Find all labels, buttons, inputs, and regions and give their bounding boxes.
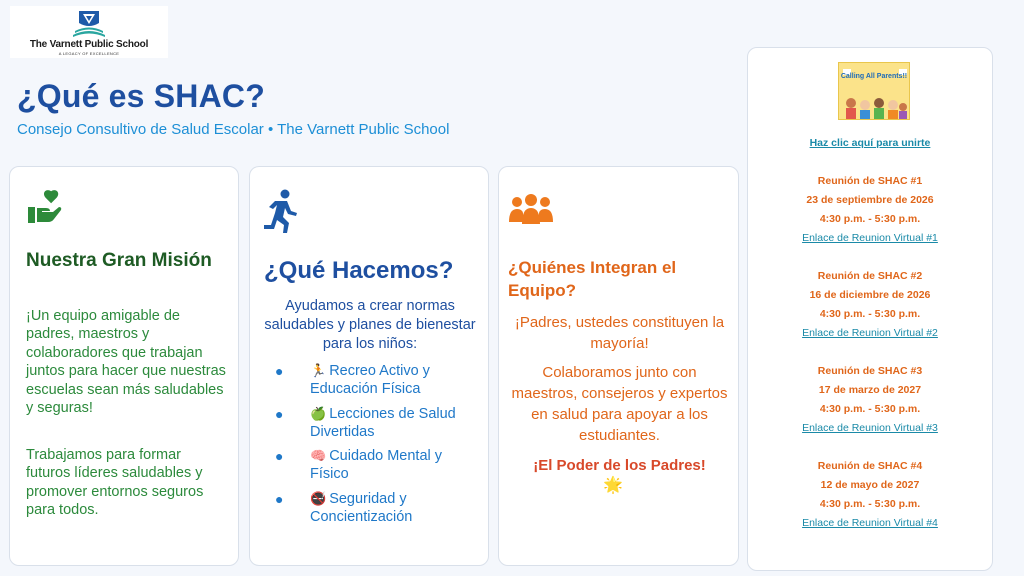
- meeting-date: 16 de diciembre de 2026: [809, 289, 931, 301]
- mission-paragraph-1: ¡Un equipo amigable de padres, maestros y colaboradores que trabajan juntos para hacer que nuestras escuelas sean más saludables y seguras!: [26, 308, 226, 417]
- team-paragraph-1: ¡Padres, ustedes constituyen la mayoría!: [514, 314, 725, 352]
- list-item: [272, 447, 482, 483]
- team-paragraph-3: ¡El Poder de los Padres!: [533, 457, 706, 474]
- runner-icon: [263, 189, 299, 235]
- list-item: [272, 490, 482, 526]
- school-logo: [10, 6, 168, 58]
- virtual-meeting-link-4[interactable]: Enlace de Reunion Virtual #4: [802, 517, 938, 529]
- virtual-meeting-link-3[interactable]: Enlace de Reunion Virtual #3: [802, 422, 938, 434]
- mission-title: Nuestra Gran Misión: [26, 250, 212, 271]
- brain-emoji-icon: 🧠: [310, 448, 327, 463]
- meeting-date: 17 de marzo de 2027: [818, 384, 922, 396]
- bullet-dot: ●: [275, 490, 284, 507]
- bullet-dot: ●: [275, 448, 284, 464]
- team-card: [498, 166, 739, 566]
- meeting-date: 12 de mayo de 2027: [820, 479, 920, 491]
- page-subtitle: Consejo Consultivo de Salud Escolar • The Varnett Public School: [17, 121, 450, 138]
- parents-flyer-image[interactable]: [838, 62, 910, 120]
- meeting-title: Reunión de SHAC #3: [817, 365, 923, 377]
- runner-emoji-icon: 🏃: [310, 363, 327, 378]
- list-item-label: Recreo Activo y Educación Física: [310, 363, 430, 397]
- no-smoking-emoji-icon: 🚭: [310, 490, 327, 506]
- school-crest-icon: [69, 9, 109, 39]
- school-name: The Varnett Public School: [29, 39, 149, 50]
- team-paragraph-2: Colaboramos junto con maestros, consejeros y expertos en salud para apoyar a los estudiantes.: [511, 364, 728, 444]
- page-title: ¿Qué es SHAC?: [17, 78, 265, 114]
- bullet-dot: ●: [275, 405, 284, 422]
- meeting-2: [748, 267, 992, 343]
- list-item-label: Lecciones de Salud Divertidas: [310, 405, 456, 440]
- meeting-3: [748, 362, 992, 438]
- meeting-time: 4:30 p.m. - 5:30 p.m.: [819, 308, 921, 320]
- bullet-dot: ●: [275, 363, 284, 379]
- list-item-label: Seguridad y Concientización: [310, 490, 413, 525]
- school-tagline: A LEGACY OF EXCELLENCE: [58, 51, 120, 56]
- meeting-title: Reunión de SHAC #4: [817, 460, 923, 472]
- meeting-title: Reunión de SHAC #2: [817, 270, 923, 282]
- meeting-time: 4:30 p.m. - 5:30 p.m.: [819, 213, 921, 225]
- join-link[interactable]: Haz clic aquí para unirte: [809, 137, 931, 149]
- meetings-sidebar: [747, 47, 993, 571]
- star-emoji-icon: 🌟: [603, 477, 623, 494]
- meeting-time: 4:30 p.m. - 5:30 p.m.: [819, 403, 921, 415]
- activities-list: [272, 362, 482, 532]
- mission-paragraph-2: Trabajamos para formar futuros líderes saludables y promover entornos seguros para todos.: [26, 447, 204, 519]
- what-we-do-title: ¿Qué Hacemos?: [264, 257, 454, 284]
- meeting-4: [748, 457, 992, 533]
- meeting-time: 4:30 p.m. - 5:30 p.m.: [819, 498, 921, 510]
- meeting-title: Reunión de SHAC #1: [817, 175, 923, 187]
- list-item: [272, 405, 482, 441]
- flyer-text: Calling All Parents!!: [840, 73, 908, 80]
- apple-emoji-icon: 🍏: [310, 405, 327, 421]
- meeting-date: 23 de septiembre de 2026: [806, 194, 934, 206]
- meeting-1: [748, 172, 992, 248]
- mission-card: [9, 166, 239, 566]
- team-title: ¿Quiénes Integran el Equipo?: [508, 258, 677, 300]
- what-we-do-card: [249, 166, 489, 566]
- group-icon: [508, 194, 554, 226]
- virtual-meeting-link-2[interactable]: Enlace de Reunion Virtual #2: [802, 327, 938, 339]
- list-item: [272, 362, 482, 398]
- virtual-meeting-link-1[interactable]: Enlace de Reunion Virtual #1: [802, 232, 938, 244]
- list-item-label: Cuidado Mental y Físico: [310, 448, 443, 482]
- what-we-do-intro: Ayudamos a crear normas saludables y planes de bienestar para los niños:: [264, 298, 476, 352]
- parents-illustration-icon: [839, 63, 910, 120]
- hand-heart-icon: [26, 189, 64, 225]
